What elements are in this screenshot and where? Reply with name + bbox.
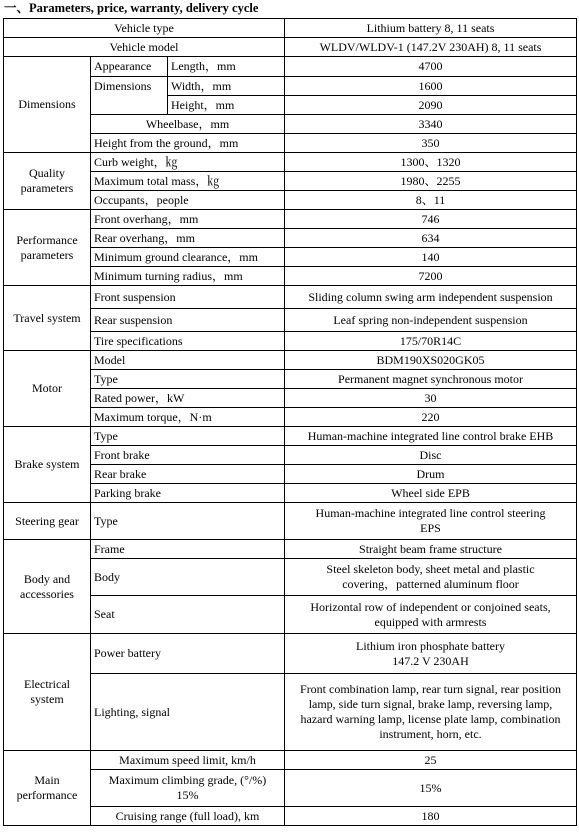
motor-type-label: Type xyxy=(91,370,285,389)
wheelbase-value: 3340 xyxy=(285,115,577,134)
brake-type-value: Human-machine integrated line control brake EHB xyxy=(285,427,577,446)
steering-type-value xyxy=(285,503,577,540)
table-row xyxy=(4,503,577,540)
vehicle-model-value: WLDV/WLDV-1 (147.2V 230AH) 8, 11 seats xyxy=(285,38,577,57)
rear-overhang-value: 634 xyxy=(285,229,577,248)
table-row xyxy=(4,153,577,172)
parameters-table xyxy=(3,18,577,826)
lighting-value-line: hazard warning lamp, license plate lamp, combination xyxy=(300,712,561,726)
motor-model-label: Model xyxy=(91,351,285,370)
body-value-line: Steel skeleton body, sheet metal and plastic xyxy=(326,562,535,576)
body-value-line: covering，patterned aluminum floor xyxy=(342,577,519,591)
power-battery-value xyxy=(285,634,577,674)
body-label: Body xyxy=(91,559,285,596)
table-row xyxy=(4,210,577,229)
curb-weight-value: 1300、1320 xyxy=(285,153,577,172)
table-row xyxy=(4,57,577,77)
rear-suspension-value: Leaf spring non-independent suspension xyxy=(285,309,577,332)
occupants-label: Occupants，people xyxy=(91,191,285,210)
frame-value: Straight beam frame structure xyxy=(285,540,577,559)
rear-suspension-label: Rear suspension xyxy=(91,309,285,332)
table-row xyxy=(4,634,577,674)
motor-category: Motor xyxy=(4,351,91,427)
max-mass-value: 1980、2255 xyxy=(285,172,577,191)
width-label: Width，mm xyxy=(168,77,285,96)
brake-type-label: Type xyxy=(91,427,285,446)
length-label: Length，mm xyxy=(168,57,285,77)
front-overhang-value: 746 xyxy=(285,210,577,229)
ground-height-label: Height from the ground，mm xyxy=(91,134,285,153)
brake-category: Brake system xyxy=(4,427,91,503)
body-value xyxy=(285,559,577,596)
front-brake-label: Front brake xyxy=(91,446,285,465)
rear-brake-label: Rear brake xyxy=(91,465,285,484)
dimensions-category: Dimensions xyxy=(4,57,91,153)
table-row xyxy=(4,540,577,559)
climbing-grade-value: 15% xyxy=(285,770,577,807)
table-row xyxy=(4,286,577,309)
section-heading: 一、Parameters, price, warranty, delivery cycle xyxy=(4,1,259,15)
max-mass-label: Maximum total mass，㎏ xyxy=(91,172,285,191)
steering-category: Steering gear xyxy=(4,503,91,540)
dimensions-sublabel: Dimensions xyxy=(91,77,168,115)
parking-brake-value: Wheel side EPB xyxy=(285,484,577,503)
steering-type-value-line: EPS xyxy=(420,521,441,535)
vehicle-type-value: Lithium battery 8, 11 seats xyxy=(285,19,577,38)
occupants-value: 8、11 xyxy=(285,191,577,210)
table-row xyxy=(4,351,577,370)
tire-label: Tire specifications xyxy=(91,332,285,351)
lighting-value-line: Front combination lamp, rear turn signal, rear position xyxy=(300,682,561,696)
max-torque-value: 220 xyxy=(285,408,577,427)
lighting-value xyxy=(285,674,577,751)
seat-value-line: equipped with armrests xyxy=(374,614,487,629)
vehicle-type-label: Vehicle type xyxy=(4,19,285,38)
main-performance-category: Main performance xyxy=(4,751,91,826)
parking-brake-label: Parking brake xyxy=(91,484,285,503)
width-value: 1600 xyxy=(285,77,577,96)
power-battery-value-line: Lithium iron phosphate battery xyxy=(356,638,505,653)
power-battery-label: Power battery xyxy=(91,634,285,674)
wheelbase-label: Wheelbase，mm xyxy=(91,115,285,134)
climbing-grade-label-line: 15% xyxy=(176,788,199,802)
quality-category: Quality parameters xyxy=(4,153,91,210)
height-value: 2090 xyxy=(285,96,577,115)
lighting-label: Lighting, signal xyxy=(91,674,285,751)
climbing-grade-label-line: Maximum climbing grade, (°/%) xyxy=(108,773,267,787)
seat-value xyxy=(285,596,577,634)
table-row xyxy=(4,19,577,38)
front-brake-value: Disc xyxy=(285,446,577,465)
rated-power-value: 30 xyxy=(285,389,577,408)
max-speed-label: Maximum speed limit, km/h xyxy=(91,751,285,770)
rear-brake-value: Drum xyxy=(285,465,577,484)
electrical-category: Electrical system xyxy=(4,634,91,751)
appearance-label: Appearance xyxy=(91,57,168,77)
length-value: 4700 xyxy=(285,57,577,77)
curb-weight-label: Curb weight，㎏ xyxy=(91,153,285,172)
front-suspension-label: Front suspension xyxy=(91,286,285,309)
ground-clearance-label: Minimum ground clearance，mm xyxy=(91,248,285,267)
vehicle-model-label: Vehicle model xyxy=(4,38,285,57)
seat-value-line: Horizontal row of independent or conjoined seats, xyxy=(310,599,551,614)
table-row xyxy=(4,38,577,57)
frame-label: Frame xyxy=(91,540,285,559)
rear-overhang-label: Rear overhang，mm xyxy=(91,229,285,248)
ground-height-value: 350 xyxy=(285,134,577,153)
turning-radius-value: 7200 xyxy=(285,267,577,286)
lighting-value-line: lamp, side turn signal, brake lamp, reversing lamp, xyxy=(308,697,553,711)
cruising-range-label: Cruising range (full load), km xyxy=(91,807,285,826)
travel-category: Travel system xyxy=(4,286,91,351)
seat-label: Seat xyxy=(91,596,285,634)
motor-model-value: BDM190XS020GK05 xyxy=(285,351,577,370)
rated-power-label: Rated power，kW xyxy=(91,389,285,408)
cruising-range-value: 180 xyxy=(285,807,577,826)
height-label: Height，mm xyxy=(168,96,285,115)
steering-type-label: Type xyxy=(91,503,285,540)
turning-radius-label: Minimum turning radius，mm xyxy=(91,267,285,286)
ground-clearance-value: 140 xyxy=(285,248,577,267)
table-row xyxy=(4,427,577,446)
front-suspension-value: Sliding column swing arm independent suspension xyxy=(285,286,577,309)
max-speed-value: 25 xyxy=(285,751,577,770)
motor-type-value: Permanent magnet synchronous motor xyxy=(285,370,577,389)
steering-type-value-line: Human-machine integrated line control steering xyxy=(315,506,546,520)
front-overhang-label: Front overhang，mm xyxy=(91,210,285,229)
performance-category: Performance parameters xyxy=(4,210,91,286)
tire-value: 175/70R14C xyxy=(285,332,577,351)
max-torque-label: Maximum torque，N·m xyxy=(91,408,285,427)
body-category: Body and accessories xyxy=(4,540,91,634)
power-battery-value-line: 147.2 V 230AH xyxy=(392,653,469,668)
table-row xyxy=(4,751,577,770)
lighting-value-line: instrument, horn, etc. xyxy=(379,727,482,741)
climbing-grade-label xyxy=(91,770,285,807)
